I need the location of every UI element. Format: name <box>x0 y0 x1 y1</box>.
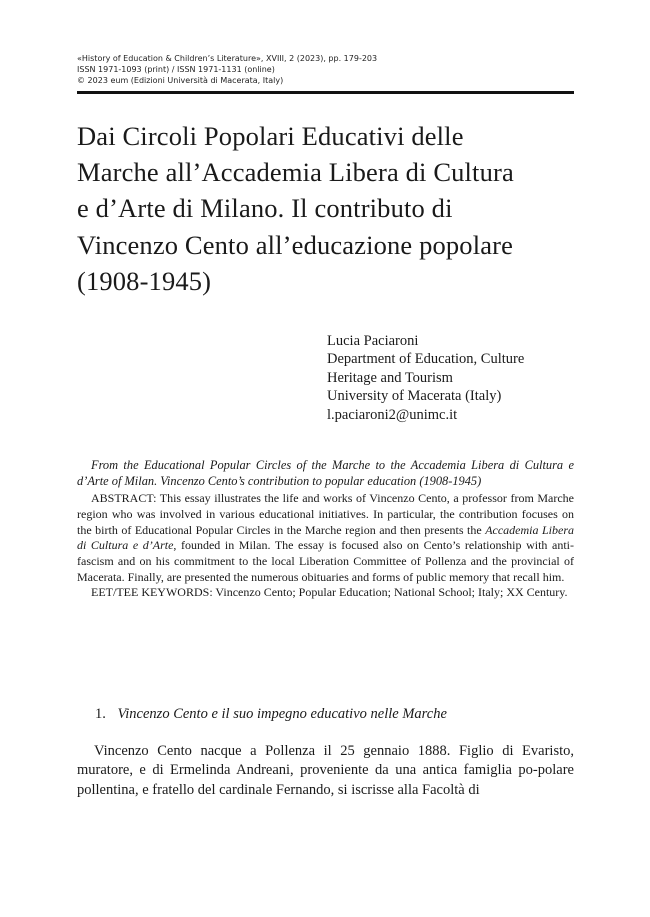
author-department-cont: Heritage and Tourism <box>327 369 453 386</box>
author-name: Lucia Paciaroni <box>327 333 419 349</box>
journal-citation: «History of Education & Children’s Literature», XVIII, 2 (2023), pp. 179-203 <box>77 54 378 63</box>
title-line: e d’Arte di Milano. Il contributo di <box>77 193 453 224</box>
abstract-italic: Accademia Libera di Cultura e d’Arte <box>77 522 574 553</box>
article-title <box>77 118 587 299</box>
copyright-line: © 2023 eum (Edizioni Università di Macerata, Italy) <box>77 76 284 85</box>
author-university: University of Macerata (Italy) <box>327 388 502 405</box>
body-paragraph: Vincenzo Cento nacque a Pollenza il 25 gennaio 1888. Figlio di Evaristo, muratore, e di Ermelinda Andreani, proveniente da una antica famiglia po-polare pollentina, e fratello del cardinale Fernando, si iscrisse alla Facoltà di <box>77 743 574 798</box>
section-heading <box>95 705 447 723</box>
section-number: 1. <box>95 706 106 722</box>
issn-line: ISSN 1971-1093 (print) / ISSN 1971-1131 (online) <box>77 65 275 74</box>
keywords: EET/TEE KEYWORDS: Vincenzo Cento; Popular Education; National School; Italy; XX Century. <box>91 585 568 600</box>
title-line: Marche all’Accademia Libera di Cultura <box>77 157 514 188</box>
title-line: Vincenzo Cento all’educazione popolare <box>77 229 514 260</box>
abstract-section <box>77 458 574 601</box>
title-line: (1908-1945) <box>77 265 212 296</box>
abstract-text <box>77 491 574 585</box>
section-title: Vincenzo Cento e il suo impegno educativo nelle Marche <box>117 706 447 722</box>
english-title: From the Educational Popular Circles of the Marche to the Accademia Libera di Cultura e d’Arte of Milan. Vincenzo Cento’s contribution to popular education (1908-1945) <box>77 458 574 488</box>
author-department: Department of Education, Culture <box>327 351 525 368</box>
author-block <box>327 332 577 424</box>
abstract-part1: ABSTRACT: This essay illustrates the life and works of Vincenzo Cento, a professor from Marche region who was involved in various educational initiatives. In particular, the contribution focuses on the birth of Educational Popular Circles in the Marche region and then presents the <box>77 491 574 537</box>
abstract-part2: , founded in Milan. The essay is focused also on Cento’s relationship with anti-fascism and on his commitment to the local Liberation Committee of Pollenza and the provincial of Macerata. Finally, are presented the numerous obituaries and forms of public memory that recall him. <box>77 538 574 584</box>
journal-header <box>77 53 574 86</box>
title-line: Dai Circoli Popolari Educativi delle <box>77 121 464 151</box>
author-email: l.paciaroni2@unimc.it <box>327 406 458 423</box>
header-rule <box>77 91 574 94</box>
